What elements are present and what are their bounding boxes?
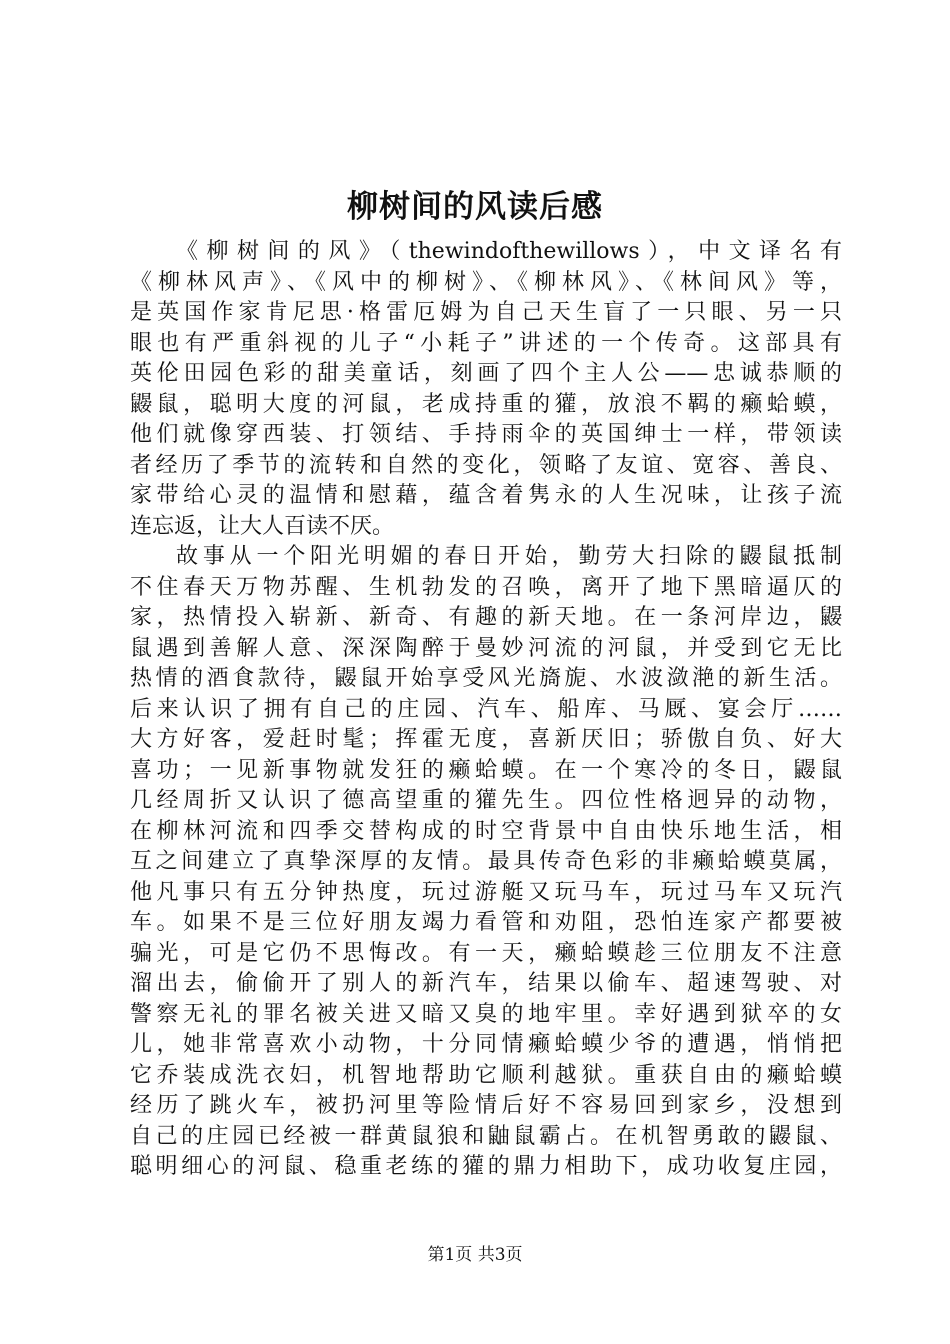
paragraph-2 (130, 542, 842, 1183)
text-line: 鼹鼠，聪明大度的河鼠，老成持重的獾，放浪不羁的癞蛤蟆， (130, 391, 842, 417)
text-line: 自己的庄园已经被一群黄鼠狼和鼬鼠霸占。在机智勇敢的鼹鼠、 (130, 1123, 842, 1149)
text-line: 喜功；一见新事物就发狂的癞蛤蟆。在一个寒冷的冬日，鼹鼠 (130, 757, 842, 783)
paragraph-1 (130, 237, 842, 542)
text-line: 家带给心灵的温情和慰藉，蕴含着隽永的人生况味，让孩子流 (130, 483, 842, 508)
text-line: 是英国作家肯尼思·格雷厄姆为自己天生盲了一只眼、另一只 (130, 300, 842, 325)
text-line: 眼也有严重斜视的儿子“小耗子”讲述的一个传奇。这部具有 (130, 330, 842, 356)
text-line: 互之间建立了真挚深厚的友情。最具传奇色彩的非癞蛤蟆莫属， (130, 849, 842, 874)
text-line: 鼠遇到善解人意、深深陶醉于曼妙河流的河鼠，并受到它无比 (130, 635, 842, 661)
text-line: 几经周折又认识了德高望重的獾先生。四位性格迥异的动物， (130, 788, 842, 813)
text-line: 《柳树间的风》（thewindofthewillows），中文译名有 (176, 239, 842, 264)
text-line: 车。如果不是三位好朋友竭力看管和劝阻，恐怕连家产都要被 (130, 910, 842, 935)
text-line: 不住春天万物苏醒、生机勃发的召唤，离开了地下黑暗逼仄的 (130, 574, 842, 600)
text-line: 者经历了季节的流转和自然的变化，领略了友谊、宽容、善良、 (130, 452, 842, 478)
text-line: 英伦田园色彩的甜美童话，刻画了四个主人公——忠诚恭顺的 (130, 361, 842, 386)
text-line: 溜出去，偷偷开了别人的新汽车，结果以偷车、超速驾驶、对 (130, 971, 842, 996)
text-line: 在柳林河流和四季交替构成的时空背景中自由快乐地生活，相 (130, 818, 842, 844)
text-line: 热情的酒食款待，鼹鼠开始享受风光旖旎、水波潋滟的新生活。 (130, 666, 842, 691)
text-line: 家，热情投入崭新、新奇、有趣的新天地。在一条河岸边，鼹 (130, 605, 842, 630)
text-line: 骗光，可是它仍不思悔改。有一天，癞蛤蟆趁三位朋友不注意 (130, 940, 842, 966)
text-line: 他们就像穿西装、打领结、手持雨伞的英国绅士一样，带领读 (130, 422, 842, 447)
text-line: 警察无礼的罪名被关进又暗又臭的地牢里。幸好遇到狱卒的女 (130, 1001, 842, 1027)
text-line: 聪明细心的河鼠、稳重老练的獾的鼎力相助下，成功收复庄园， (130, 1154, 842, 1179)
text-line: 连忘返，让大人百读不厌。 (130, 513, 395, 539)
document-title: 柳树间的风读后感 (347, 189, 603, 225)
text-line: 他凡事只有五分钟热度，玩过游艇又玩马车，玩过马车又玩汽 (130, 879, 842, 905)
text-line: 儿，她非常喜欢小动物，十分同情癞蛤蟆少爷的遭遇，悄悄把 (130, 1032, 842, 1057)
text-line: 它乔装成洗衣妇，机智地帮助它顺利越狱。重获自由的癞蛤蟆 (130, 1062, 842, 1088)
document-body (130, 237, 842, 1183)
text-line: 故事从一个阳光明媚的春日开始，勤劳大扫除的鼹鼠抵制 (176, 544, 842, 569)
text-line: 经历了跳火车，被扔河里等险情后好不容易回到家乡，没想到 (130, 1093, 842, 1118)
text-line: 《柳林风声》、《风中的柳树》、《柳林风》、《林间风》等， (130, 269, 842, 295)
page-footer: 第1页 共3页 (427, 1245, 523, 1265)
text-line: 后来认识了拥有自己的庄园、汽车、船库、马厩、宴会厅…… (130, 696, 842, 722)
text-line: 大方好客，爱赶时髦；挥霍无度，喜新厌旧；骄傲自负、好大 (130, 727, 842, 752)
